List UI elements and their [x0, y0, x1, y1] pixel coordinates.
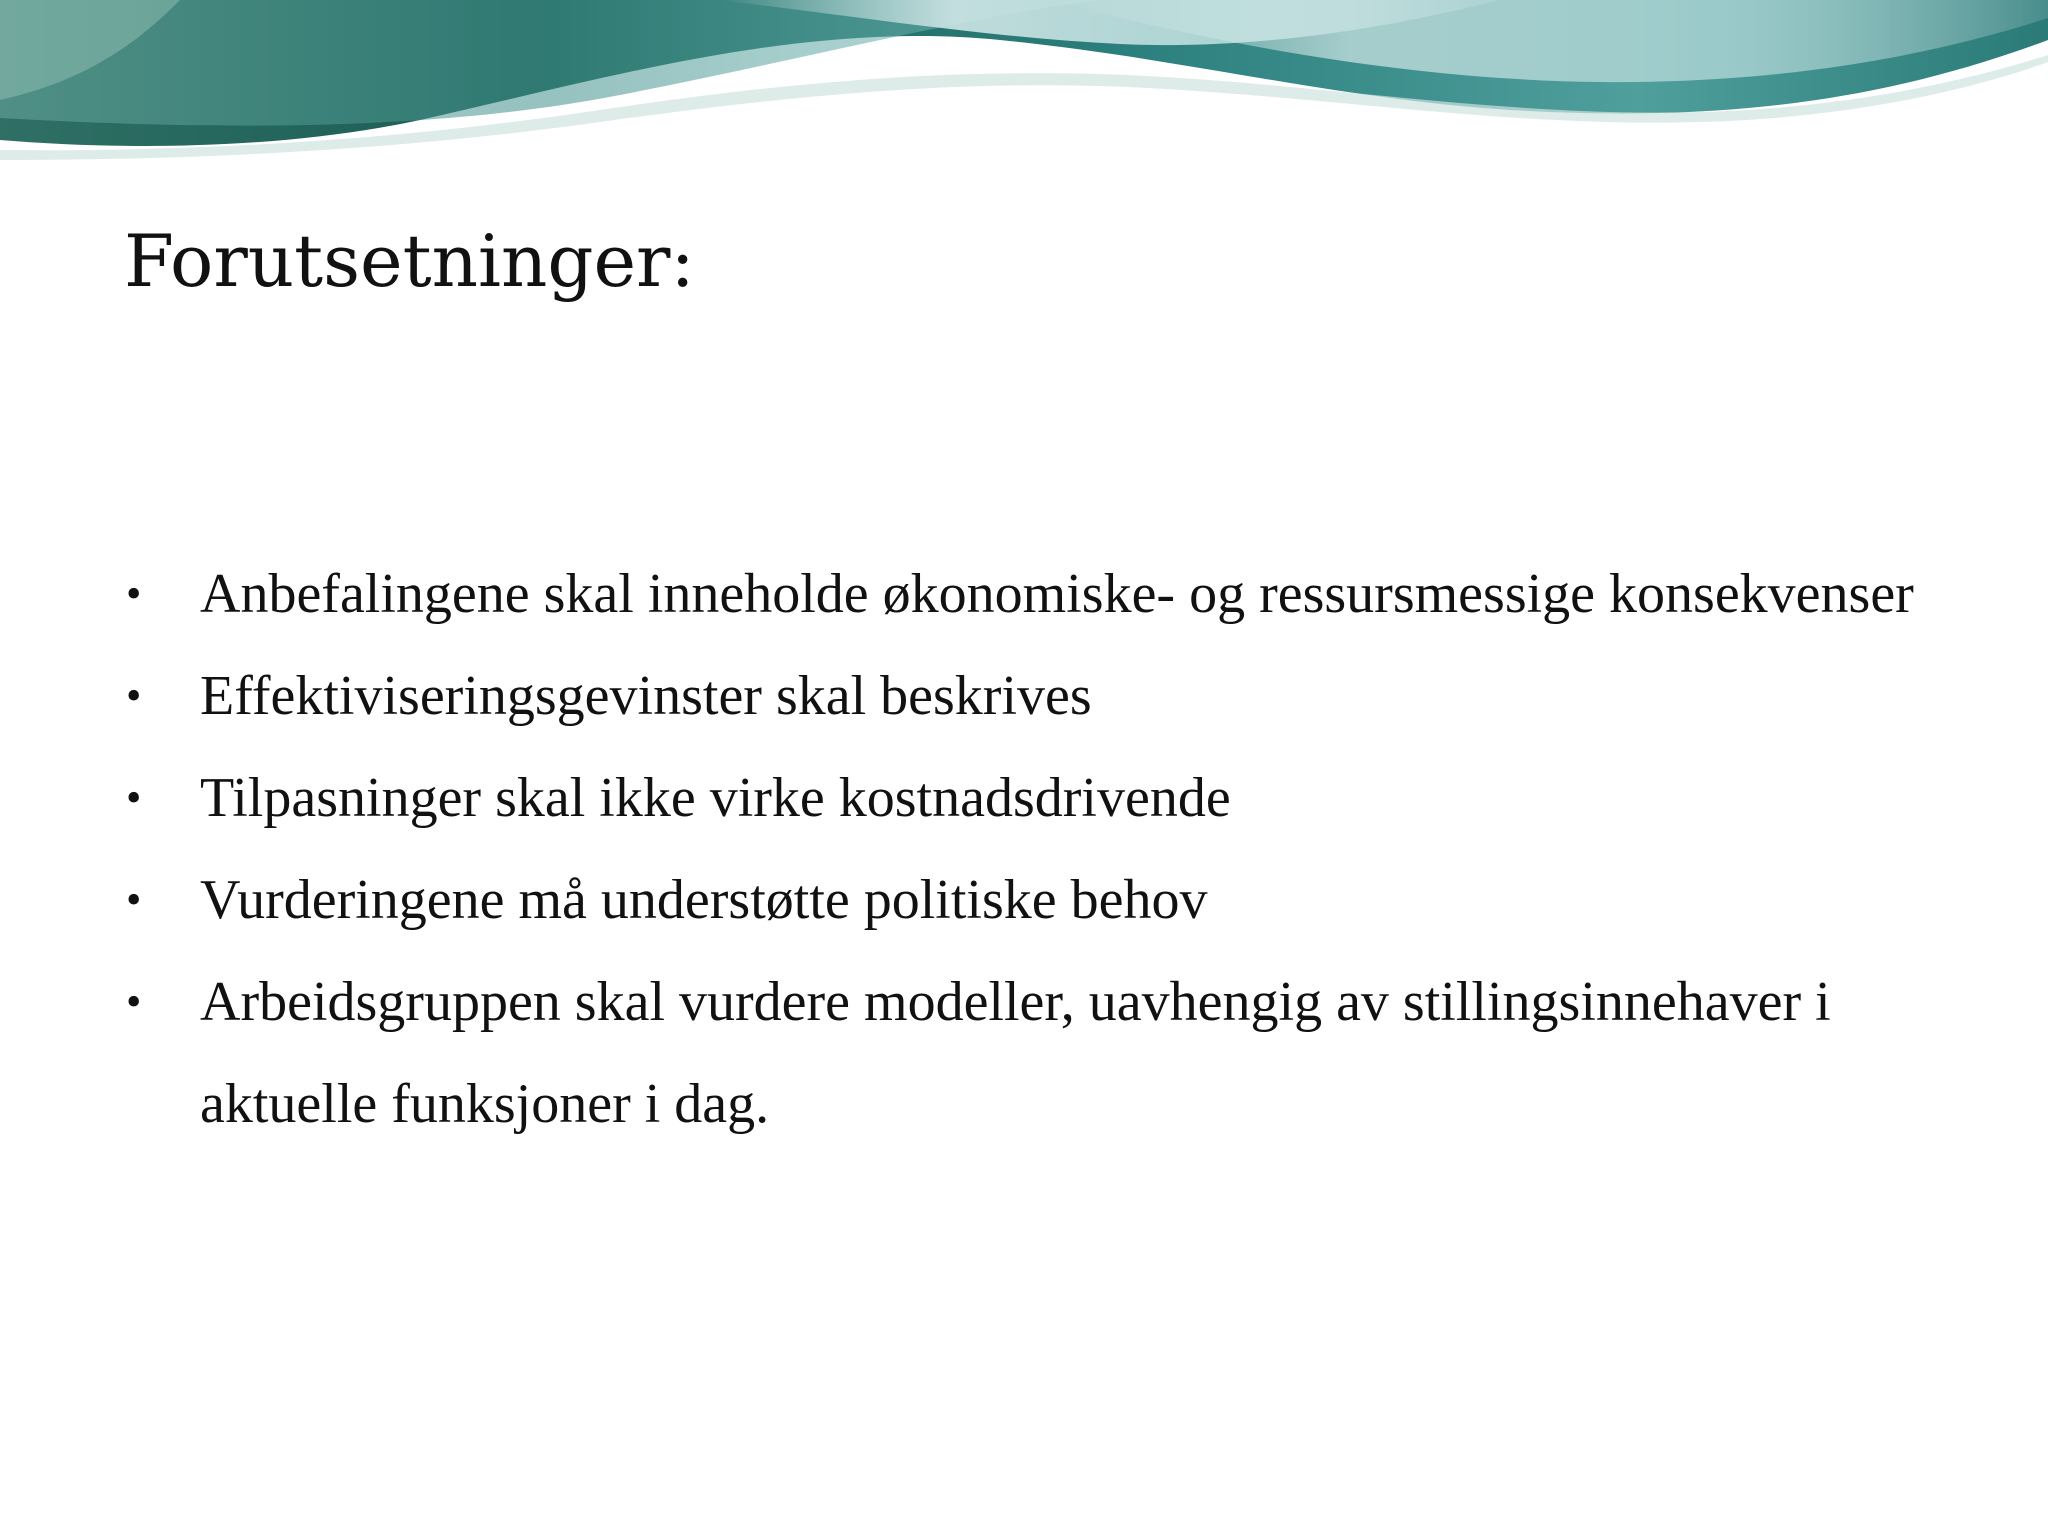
bullet-dot-icon: •	[126, 977, 142, 1026]
bullet-dot-icon: •	[126, 671, 142, 720]
bullet-list	[124, 543, 1984, 1155]
bullet-dot-icon: •	[126, 875, 142, 924]
bullet-text: Tilpasninger skal ikke virke kostnadsdrivende	[200, 767, 1231, 829]
bullet-text: Effektiviseringsgevinster skal beskrives	[200, 665, 1092, 727]
bullet-item	[124, 747, 1984, 849]
slide-title: Forutsetninger:	[124, 219, 695, 303]
bullet-item	[124, 849, 1984, 951]
wave-banner	[0, 0, 2048, 160]
bullet-text: Anbefalingene skal inneholde økonomiske- og ressursmessige konsekvenser	[200, 563, 1914, 625]
bullet-dot-icon: •	[126, 773, 142, 822]
bullet-item	[124, 951, 1984, 1155]
bullet-dot-icon: •	[126, 569, 142, 618]
bullet-text: Arbeidsgruppen skal vurdere modeller, uavhengig av stillingsinnehaver i aktuelle funksjoner i dag.	[200, 971, 1831, 1135]
bullet-item	[124, 645, 1984, 747]
bullet-text: Vurderingene må understøtte politiske behov	[200, 869, 1208, 931]
bullet-item	[124, 543, 1984, 645]
